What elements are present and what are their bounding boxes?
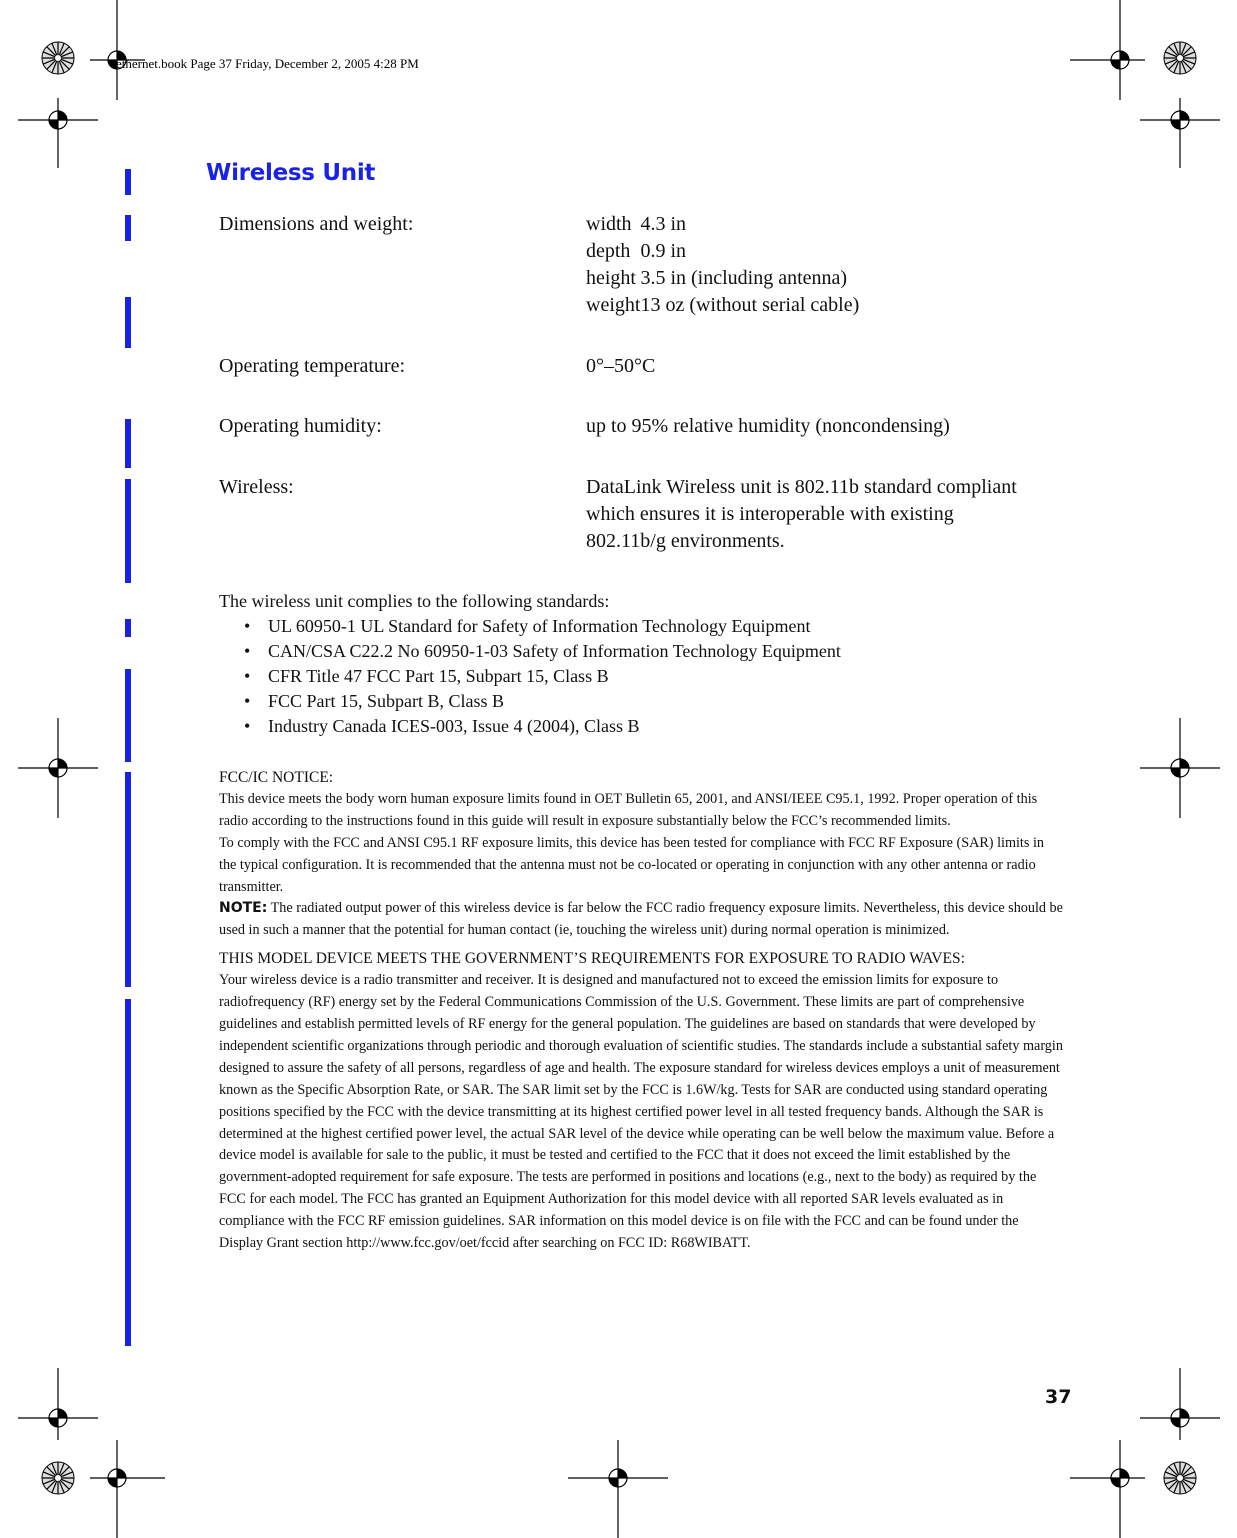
spec-label: Operating temperature: <box>219 355 406 377</box>
change-bar <box>125 419 131 468</box>
list-item: • FCC Part 15, Subpart B, Class B <box>219 689 841 714</box>
crop-mark-bottom-right-a <box>1070 1440 1145 1538</box>
dimensions-table <box>586 211 859 319</box>
page-number: 37 <box>1045 1386 1072 1408</box>
print-header-line: ethernet.book Page 37 Friday, December 2, 2005 4:28 PM <box>116 56 419 71</box>
crop-rosette-bottom-left <box>42 1462 74 1494</box>
spec-value: 0°–50°C <box>586 355 656 377</box>
dimension-value: 0.9 in <box>640 240 686 262</box>
crop-rosette-top-right <box>1164 42 1196 74</box>
dimension-value: 13 oz (without serial cable) <box>640 294 860 316</box>
dimension-row <box>586 292 859 319</box>
dimension-key: depth <box>586 240 631 262</box>
list-item: • CAN/CSA C22.2 No 60950-1-03 Safety of Information Technology Equipment <box>219 639 841 664</box>
government-heading: THIS MODEL DEVICE MEETS THE GOVERNMENT’S REQUIREMENTS FOR EXPOSURE TO RADIO WAVES: <box>219 950 965 968</box>
dimension-row <box>586 211 859 238</box>
spec-value: up to 95% relative humidity (noncondensing) <box>586 415 950 437</box>
change-bar <box>125 215 131 241</box>
crop-mark-bottom-center <box>568 1440 668 1538</box>
list-item: • CFR Title 47 FCC Part 15, Subpart 15, Class B <box>219 664 841 689</box>
change-bar <box>125 772 131 987</box>
crop-rosette-bottom-right <box>1164 1462 1196 1494</box>
crop-mark-top-left-a <box>90 0 145 100</box>
spec-value: DataLink Wireless unit is 802.11b standard compliant which ensures it is interoperable with existing 802.11b/g environments. <box>586 476 1017 552</box>
section-title: Wireless Unit <box>206 160 376 186</box>
note-text: The radiated output power of this wireless device is far below the FCC radio frequency exposure limits. Nevertheless, this device should be used in such a manner that the potential for human contact (ie, touching the wireless unit) during normal operation is minimized. <box>219 900 1063 939</box>
note-label: NOTE: <box>219 900 268 917</box>
crop-mark-bottom-left-b <box>90 1440 165 1538</box>
crop-mark-mid-left <box>18 718 98 818</box>
note-paragraph <box>219 898 1064 942</box>
government-paragraph: Your wireless device is a radio transmitter and receiver. It is designed and manufactured not to exceed the emission limits for exposure to radiofrequency (RF) energy set by the Federal Communications Commission of the U.S. Government. These limits are part of comprehensive guidelines and establish permitted levels of RF energy for the general population. The guidelines are based on standards that were developed by independent scientific organizations through periodic and thorough evaluation of scientific studies. The standards include a substantial safety margin designed to assure the safety of all persons, regardless of age and health. The exposure standard for wireless devices employs a unit of measurement known as the Specific Absorption Rate, or SAR. The SAR limit set by the FCC is 1.6W/kg. Tests for SAR are conducted using standard operating positions specified by the FCC with the device transmitting at its highest certified power level in all tested frequency bands. Although the SAR is determined at the highest certified power level, the actual SAR level of the device while operating can be well below the maximum value. Before a device model is available for sale to the public, it must be tested and certified to the FCC that it does not exceed the limit established by the government-adopted requirement for safe exposure. The tests are performed in positions and locations (e.g., next to the body) as required by the FCC for each model. The FCC has granted an Equipment Authorization for this model device with all reported SAR levels evaluated as in compliance with the FCC RF emission guidelines. SAR information on this model device is on file with the FCC and can be found under the Display Grant section http://www.fcc.gov/oet/fccid after searching on FCC ID: R68WIBATT. <box>219 972 1063 1252</box>
crop-mark-mid-right <box>1140 718 1220 818</box>
crop-rosette-top-left <box>42 42 74 74</box>
change-bar <box>125 999 131 1346</box>
crop-mark-top-right-b <box>1140 98 1220 168</box>
fcc-notice <box>219 767 1064 1255</box>
dimension-row <box>586 265 859 292</box>
list-item: • Industry Canada ICES-003, Issue 4 (2004), Class B <box>219 714 841 739</box>
change-bar <box>125 669 131 762</box>
crop-mark-bottom-left-a <box>18 1368 98 1440</box>
spec-label: Operating humidity: <box>219 415 382 437</box>
crop-mark-top-left-b <box>18 98 98 168</box>
dimension-row <box>586 238 859 265</box>
dimension-value: 3.5 in (including antenna) <box>640 267 848 289</box>
standards-section <box>219 589 841 739</box>
crop-mark-bottom-right-b <box>1140 1368 1220 1440</box>
change-bar <box>125 169 131 195</box>
notice-paragraph: This device meets the body worn human exposure limits found in OET Bulletin 65, 2001, and ANSI/IEEE C95.1, 1992. Proper operation of this radio according to the instructions found in this guide will result in exposure substantially below the FCC’s recommended limits. <box>219 790 1038 829</box>
dimension-key: width <box>586 213 632 235</box>
standards-intro: The wireless unit complies to the following standards: <box>219 591 610 611</box>
change-bar <box>125 297 131 348</box>
dimension-value: 4.3 in <box>640 213 686 235</box>
standards-list <box>219 614 841 739</box>
spec-label: Dimensions and weight: <box>219 213 414 235</box>
notice-heading: FCC/IC NOTICE: <box>219 769 334 786</box>
dimension-key: height <box>586 267 636 289</box>
spec-label: Wireless: <box>219 476 294 498</box>
list-item: • UL 60950-1 UL Standard for Safety of Information Technology Equipment <box>219 614 841 639</box>
change-bar <box>125 619 131 637</box>
crop-mark-top-right-a <box>1070 0 1145 100</box>
notice-paragraph: To comply with the FCC and ANSI C95.1 RF exposure limits, this device has been tested for compliance with FCC RF Exposure (SAR) limits in the typical configuration. It is recommended that the antenna must not be co-located or operating in conjunction with any other antenna or radio transmitter. <box>219 834 1044 895</box>
dimension-key: weight <box>586 294 641 316</box>
change-bar <box>125 479 131 583</box>
